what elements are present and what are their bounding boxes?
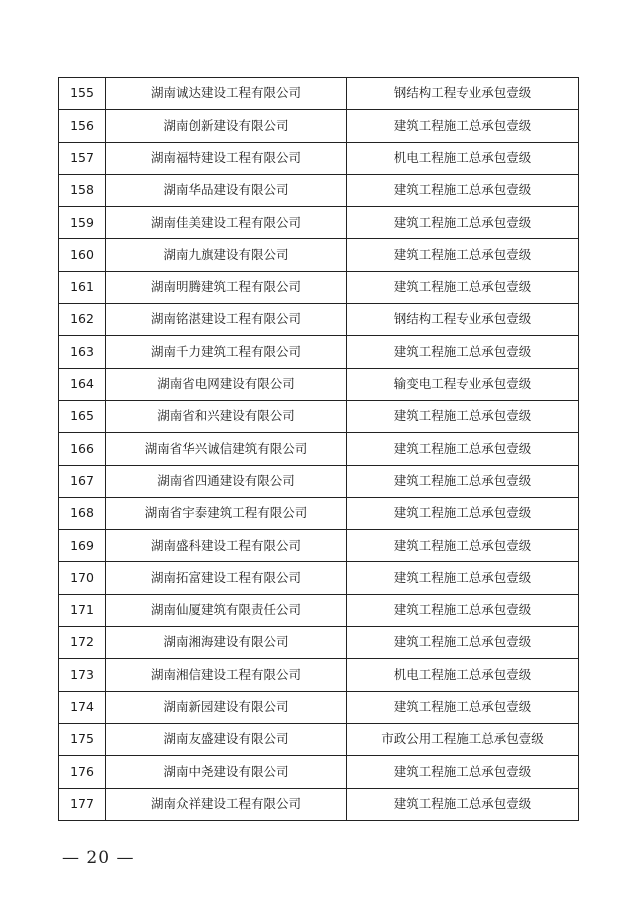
row-number-cell: 174 bbox=[59, 691, 106, 723]
row-number-cell: 177 bbox=[59, 788, 106, 820]
qualification-cell: 建筑工程施工总承包壹级 bbox=[347, 594, 579, 626]
qualification-cell: 建筑工程施工总承包壹级 bbox=[347, 400, 579, 432]
table-row bbox=[59, 142, 579, 174]
row-number-cell: 156 bbox=[59, 110, 106, 142]
qualification-cell: 建筑工程施工总承包壹级 bbox=[347, 433, 579, 465]
row-number-cell: 166 bbox=[59, 433, 106, 465]
company-name-cell: 湖南明腾建筑工程有限公司 bbox=[106, 271, 347, 303]
row-number-cell: 175 bbox=[59, 723, 106, 755]
qualification-cell: 输变电工程专业承包壹级 bbox=[347, 368, 579, 400]
table-row bbox=[59, 723, 579, 755]
company-name-cell: 湖南省和兴建设有限公司 bbox=[106, 400, 347, 432]
table-row bbox=[59, 207, 579, 239]
row-number-cell: 164 bbox=[59, 368, 106, 400]
company-name-cell: 湖南湘信建设工程有限公司 bbox=[106, 659, 347, 691]
row-number-cell: 171 bbox=[59, 594, 106, 626]
qualification-cell: 建筑工程施工总承包壹级 bbox=[347, 497, 579, 529]
table-body bbox=[59, 78, 579, 821]
row-number-cell: 158 bbox=[59, 174, 106, 206]
qualification-cell: 机电工程施工总承包壹级 bbox=[347, 142, 579, 174]
company-name-cell: 湖南新园建设有限公司 bbox=[106, 691, 347, 723]
qualification-cell: 建筑工程施工总承包壹级 bbox=[347, 530, 579, 562]
table-row bbox=[59, 110, 579, 142]
qualification-cell: 建筑工程施工总承包壹级 bbox=[347, 691, 579, 723]
company-name-cell: 湖南众祥建设工程有限公司 bbox=[106, 788, 347, 820]
table-row bbox=[59, 594, 579, 626]
row-number-cell: 161 bbox=[59, 271, 106, 303]
table-row bbox=[59, 174, 579, 206]
table-row bbox=[59, 691, 579, 723]
qualification-cell: 建筑工程施工总承包壹级 bbox=[347, 271, 579, 303]
company-name-cell: 湖南省电网建设有限公司 bbox=[106, 368, 347, 400]
company-name-cell: 湖南佳美建设工程有限公司 bbox=[106, 207, 347, 239]
table-row bbox=[59, 497, 579, 529]
qualification-cell: 建筑工程施工总承包壹级 bbox=[347, 336, 579, 368]
company-name-cell: 湖南铭湛建设工程有限公司 bbox=[106, 304, 347, 336]
qualification-cell: 建筑工程施工总承包壹级 bbox=[347, 562, 579, 594]
row-number-cell: 165 bbox=[59, 400, 106, 432]
table-row bbox=[59, 336, 579, 368]
company-name-cell: 湖南友盛建设有限公司 bbox=[106, 723, 347, 755]
table-row bbox=[59, 627, 579, 659]
company-name-cell: 湖南诚达建设工程有限公司 bbox=[106, 78, 347, 110]
company-name-cell: 湖南创新建设有限公司 bbox=[106, 110, 347, 142]
row-number-cell: 163 bbox=[59, 336, 106, 368]
qualification-cell: 建筑工程施工总承包壹级 bbox=[347, 110, 579, 142]
qualification-cell: 建筑工程施工总承包壹级 bbox=[347, 627, 579, 659]
table-row bbox=[59, 562, 579, 594]
company-name-cell: 湖南省四通建设有限公司 bbox=[106, 465, 347, 497]
qualification-cell: 建筑工程施工总承包壹级 bbox=[347, 207, 579, 239]
row-number-cell: 176 bbox=[59, 756, 106, 788]
row-number-cell: 155 bbox=[59, 78, 106, 110]
qualification-cell: 钢结构工程专业承包壹级 bbox=[347, 78, 579, 110]
row-number-cell: 167 bbox=[59, 465, 106, 497]
company-name-cell: 湖南中尧建设有限公司 bbox=[106, 756, 347, 788]
company-name-cell: 湖南仙厦建筑有限责任公司 bbox=[106, 594, 347, 626]
company-name-cell: 湖南湘海建设有限公司 bbox=[106, 627, 347, 659]
row-number-cell: 169 bbox=[59, 530, 106, 562]
table-row bbox=[59, 78, 579, 110]
qualification-cell: 建筑工程施工总承包壹级 bbox=[347, 788, 579, 820]
company-name-cell: 湖南拓富建设工程有限公司 bbox=[106, 562, 347, 594]
table-row bbox=[59, 400, 579, 432]
company-name-cell: 湖南盛科建设工程有限公司 bbox=[106, 530, 347, 562]
qualification-cell: 机电工程施工总承包壹级 bbox=[347, 659, 579, 691]
company-name-cell: 湖南福特建设工程有限公司 bbox=[106, 142, 347, 174]
qualification-cell: 钢结构工程专业承包壹级 bbox=[347, 304, 579, 336]
table-row bbox=[59, 239, 579, 271]
company-qualification-table bbox=[58, 77, 579, 821]
row-number-cell: 159 bbox=[59, 207, 106, 239]
company-name-cell: 湖南九旗建设有限公司 bbox=[106, 239, 347, 271]
table-row bbox=[59, 368, 579, 400]
row-number-cell: 160 bbox=[59, 239, 106, 271]
row-number-cell: 173 bbox=[59, 659, 106, 691]
company-name-cell: 湖南千力建筑工程有限公司 bbox=[106, 336, 347, 368]
qualification-cell: 市政公用工程施工总承包壹级 bbox=[347, 723, 579, 755]
table-row bbox=[59, 465, 579, 497]
page-number: — 20 — bbox=[62, 848, 135, 868]
qualification-cell: 建筑工程施工总承包壹级 bbox=[347, 174, 579, 206]
company-name-cell: 湖南省华兴诚信建筑有限公司 bbox=[106, 433, 347, 465]
qualification-cell: 建筑工程施工总承包壹级 bbox=[347, 756, 579, 788]
company-name-cell: 湖南华品建设有限公司 bbox=[106, 174, 347, 206]
row-number-cell: 170 bbox=[59, 562, 106, 594]
qualification-cell: 建筑工程施工总承包壹级 bbox=[347, 239, 579, 271]
company-name-cell: 湖南省宇泰建筑工程有限公司 bbox=[106, 497, 347, 529]
row-number-cell: 172 bbox=[59, 627, 106, 659]
table-row bbox=[59, 659, 579, 691]
row-number-cell: 162 bbox=[59, 304, 106, 336]
table-row bbox=[59, 788, 579, 820]
row-number-cell: 157 bbox=[59, 142, 106, 174]
table-row bbox=[59, 433, 579, 465]
row-number-cell: 168 bbox=[59, 497, 106, 529]
qualification-cell: 建筑工程施工总承包壹级 bbox=[347, 465, 579, 497]
table-row bbox=[59, 530, 579, 562]
table-row bbox=[59, 304, 579, 336]
table-row bbox=[59, 271, 579, 303]
table-row bbox=[59, 756, 579, 788]
